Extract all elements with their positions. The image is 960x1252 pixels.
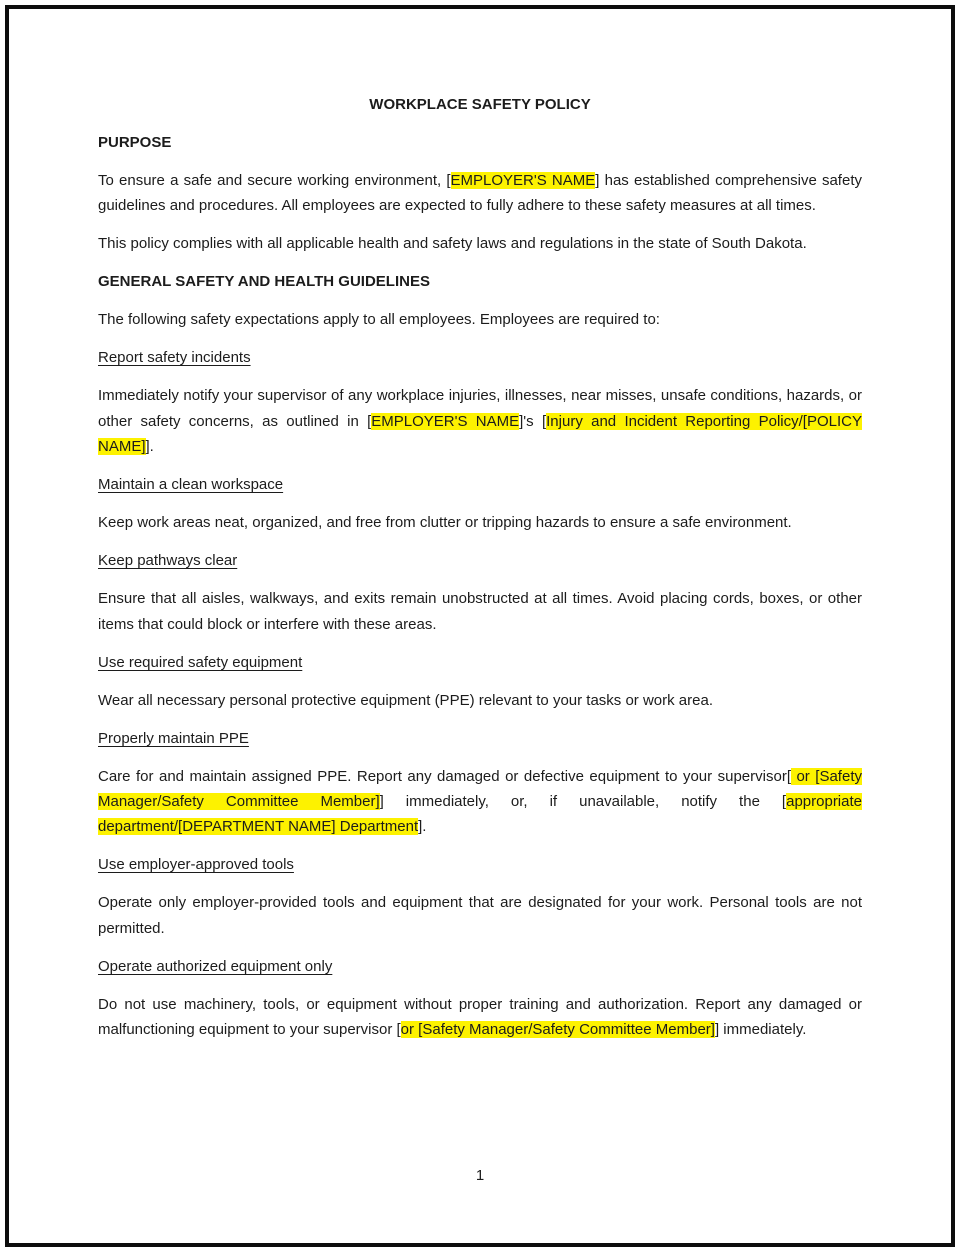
- paragraph: [98, 168, 862, 219]
- paragraph: [98, 586, 862, 637]
- text-run: ] immediately.: [714, 1021, 807, 1039]
- text-run: The following safety expectations apply to all employees. Employees are required to:: [98, 311, 660, 329]
- subsection-heading: Report safety incidents: [98, 349, 251, 367]
- highlighted-placeholder: or [Safety Manager/Safety Committee Member]: [400, 1021, 715, 1039]
- paragraph: [98, 688, 862, 713]
- paragraph: [98, 764, 862, 840]
- paragraph: [98, 231, 862, 256]
- text-run: ].: [418, 818, 427, 836]
- paragraph: [98, 383, 862, 459]
- highlighted-placeholder: Injury and Incident Reporting Policy/[POLICY NAME]: [98, 412, 862, 456]
- subsection-heading: Keep pathways clear: [98, 552, 238, 570]
- paragraph: [98, 307, 862, 332]
- highlighted-placeholder: EMPLOYER'S NAME: [450, 172, 596, 189]
- highlighted-placeholder: appropriate department/[DEPARTMENT NAME] Department: [98, 793, 862, 836]
- subsection-heading: Use employer-approved tools: [98, 856, 294, 874]
- highlighted-placeholder: EMPLOYER'S NAME: [371, 412, 520, 430]
- document-body: [98, 0, 862, 1055]
- text-run: Wear all necessary personal protective equipment (PPE) relevant to your tasks or work area.: [98, 691, 713, 709]
- text-run: This policy complies with all applicable health and safety laws and regulations in the state of South Dakota.: [98, 235, 807, 253]
- subsection-heading: Use required safety equipment: [98, 653, 303, 671]
- subsection-heading: Operate authorized equipment only: [98, 957, 333, 975]
- document-title: WORKPLACE SAFETY POLICY: [369, 96, 591, 113]
- text-run: Do not use machinery, tools, or equipment without proper training and authorization. Report any damaged or malfunctioning equipment to your supervisor [: [98, 995, 862, 1039]
- text-run: Keep work areas neat, organized, and free from clutter or tripping hazards to ensure a safe environment.: [98, 514, 792, 532]
- text-run: ] has established comprehensive safety guidelines and procedures. All employees are expected to fully adhere to these safety measures at all times.: [98, 172, 862, 215]
- text-run: ]'s [: [519, 412, 547, 430]
- section-heading: GENERAL SAFETY AND HEALTH GUIDELINES: [98, 273, 430, 291]
- page-footer: [0, 1163, 960, 1188]
- subsection-heading: Maintain a clean workspace: [98, 476, 284, 494]
- section-heading: PURPOSE: [98, 134, 172, 151]
- subsection-heading: Properly maintain PPE: [98, 729, 249, 747]
- text-run: Operate only employer-provided tools and equipment that are designated for your work. Personal tools are not permitted.: [98, 894, 862, 937]
- highlighted-placeholder: or [Safety Manager/Safety Committee Member]: [98, 767, 862, 811]
- text-run: Ensure that all aisles, walkways, and exits remain unobstructed at all times. Avoid placing cords, boxes, or other items that could block or interfere with these areas.: [98, 590, 862, 633]
- paragraph: [98, 890, 862, 941]
- paragraph: [98, 992, 862, 1043]
- page-number: 1: [475, 1167, 485, 1184]
- text-run: Immediately notify your supervisor of any workplace injuries, illnesses, near misses, unsafe conditions, hazards, or other safety concerns, as outlined in [: [98, 387, 862, 430]
- text-run: Care for and maintain assigned PPE. Report any damaged or defective equipment to your supervisor[: [98, 767, 791, 785]
- text-run: ] immediately, or, if unavailable, notify the [: [379, 793, 787, 811]
- text-run: ].: [145, 438, 154, 456]
- text-run: To ensure a safe and secure working environment, [: [98, 172, 451, 189]
- paragraph: [98, 510, 862, 535]
